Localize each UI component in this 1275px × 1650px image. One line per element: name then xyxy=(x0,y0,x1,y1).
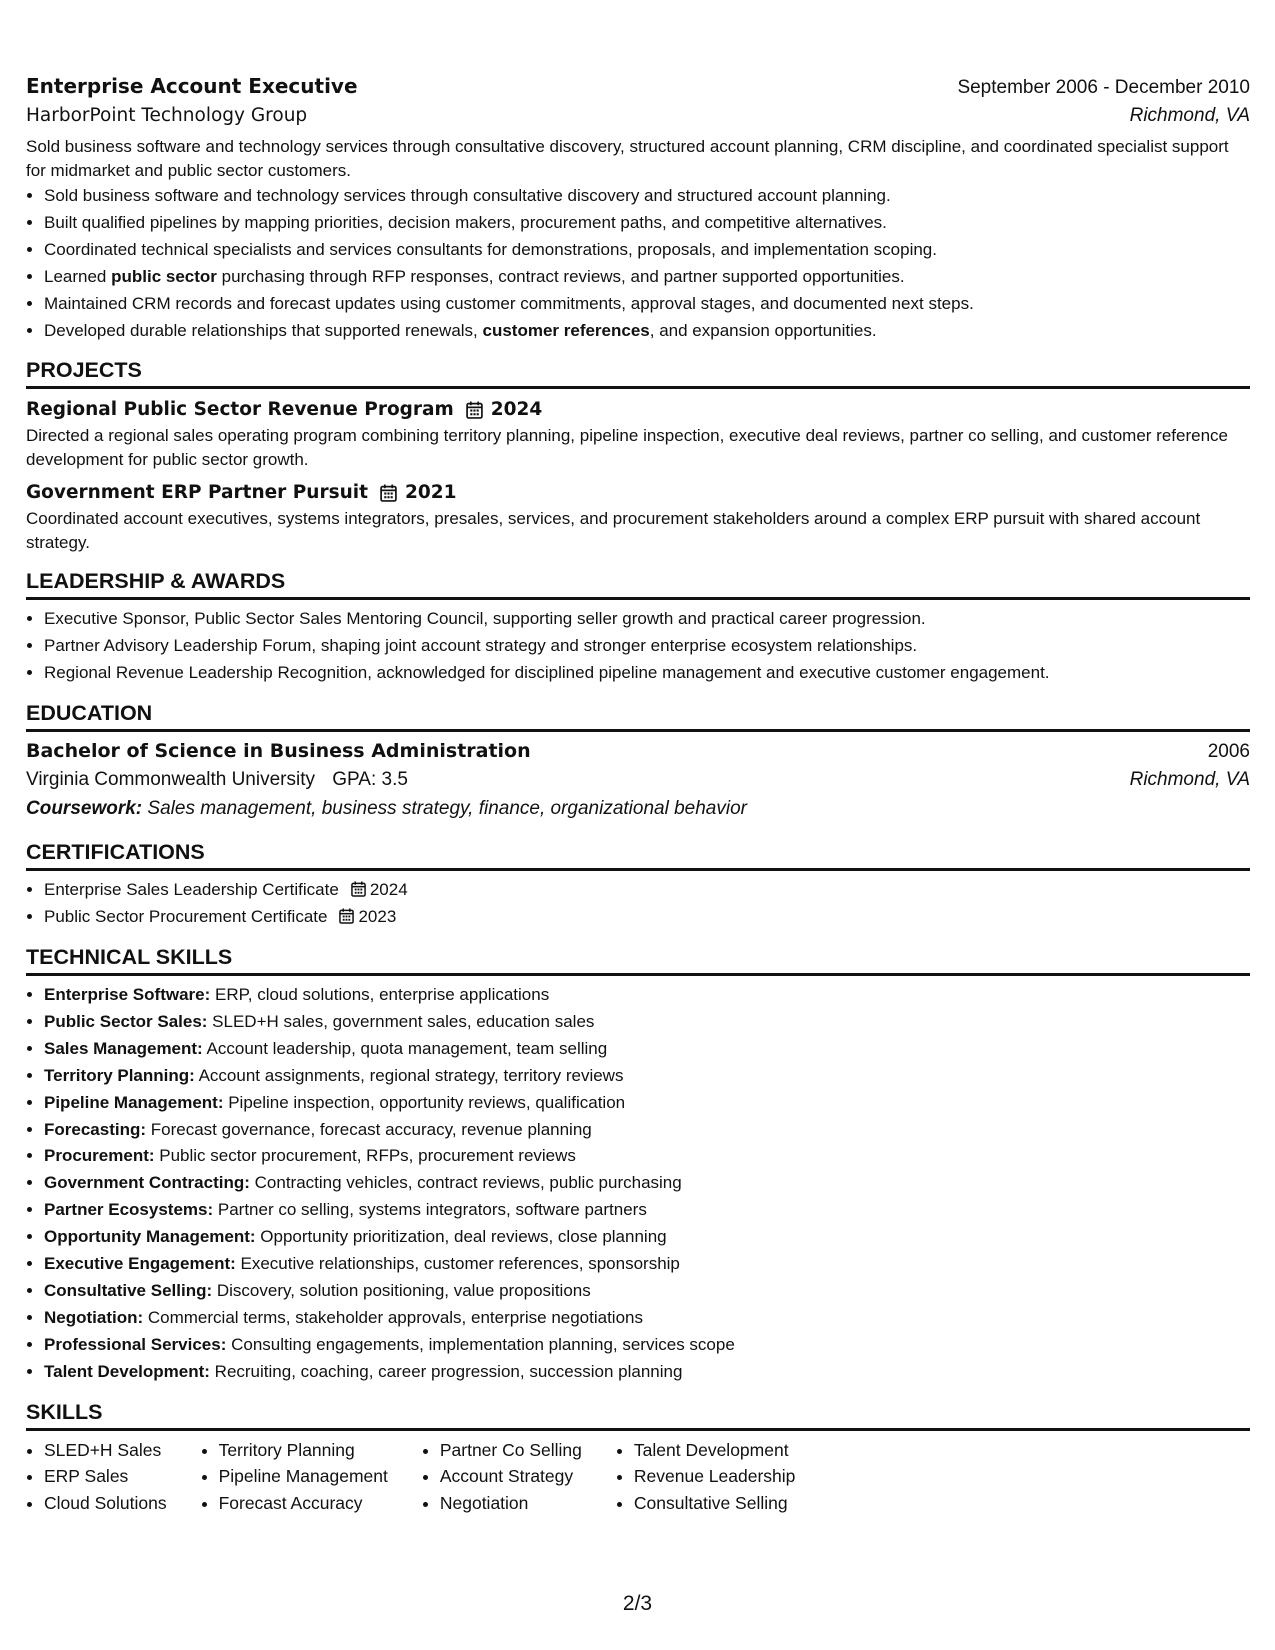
page-number: 2/3 xyxy=(622,1592,653,1615)
list-item: • Public Sector Sales: SLED+H sales, government sales, education sales xyxy=(44,1009,1250,1036)
coursework-label: Coursework: xyxy=(26,798,143,820)
list-item: • Sold business software and technology services through consultative discovery and structured account planning. xyxy=(44,183,1250,210)
project-title: Regional Public Sector Revenue Program xyxy=(26,399,454,421)
coursework xyxy=(26,798,1250,820)
graduation-year: 2006 xyxy=(1207,741,1250,763)
list-item xyxy=(44,877,1250,904)
list-item: • ERP Sales xyxy=(44,1463,167,1490)
experience-entry xyxy=(26,74,1250,344)
list-item: • Developed durable relationships that supported renewals, customer references, and expansion opportunities. xyxy=(44,318,1250,345)
list-item: • Coordinated technical specialists and services consultants for demonstrations, proposals, and implementation scoping. xyxy=(44,237,1250,264)
list-item: • Negotiation xyxy=(440,1490,582,1517)
list-item: • Pipeline Management: Pipeline inspection, opportunity reviews, qualification xyxy=(44,1090,1250,1117)
certifications-list xyxy=(26,877,1250,931)
section-heading-skills: SKILLS xyxy=(26,1400,1250,1431)
list-item: • Talent Development xyxy=(634,1437,796,1464)
project-year: 2024 xyxy=(490,399,543,421)
list-item: • Talent Development: Recruiting, coaching, career progression, succession planning xyxy=(44,1359,1250,1386)
project-entry xyxy=(26,482,1250,555)
project-description: Coordinated account executives, systems integrators, presales, services, and procurement stakeholders around a complex ERP pursuit with shared account strategy. xyxy=(26,509,1201,553)
leadership-list xyxy=(26,606,1250,687)
degree-title: Bachelor of Science in Business Administration xyxy=(26,740,531,763)
education-entry xyxy=(26,740,1250,820)
resume-page xyxy=(26,74,1250,1516)
company-name: HarborPoint Technology Group xyxy=(26,105,308,126)
coursework-text: Sales management, business strategy, finance, organizational behavior xyxy=(147,798,747,820)
list-item: • Executive Engagement: Executive relationships, customer references, sponsorship xyxy=(44,1251,1250,1278)
job-title: Enterprise Account Executive xyxy=(26,74,358,98)
list-item: • SLED+H Sales xyxy=(44,1437,167,1464)
list-item: • Enterprise Software: ERP, cloud solutions, enterprise applications xyxy=(44,982,1250,1009)
skills-column xyxy=(616,1437,796,1517)
list-item: • Partner Co Selling xyxy=(440,1437,582,1464)
calendar-icon xyxy=(466,401,483,419)
list-item: • Revenue Leadership xyxy=(634,1463,796,1490)
section-heading-projects: PROJECTS xyxy=(26,358,1250,389)
list-item: • Learned public sector purchasing through RFP responses, contract reviews, and partner supported opportunities. xyxy=(44,264,1250,291)
skills-column xyxy=(422,1437,582,1517)
section-heading-certifications: CERTIFICATIONS xyxy=(26,840,1250,871)
list-item: • Government Contracting: Contracting vehicles, contract reviews, public purchasing xyxy=(44,1170,1250,1197)
calendar-icon xyxy=(380,484,397,502)
job-dates: September 2006 - December 2010 xyxy=(957,77,1250,98)
list-item: • Maintained CRM records and forecast updates using customer commitments, approval stages, and documented next steps. xyxy=(44,291,1250,318)
gpa: GPA: 3.5 xyxy=(332,769,408,791)
list-item: • Account Strategy xyxy=(440,1463,582,1490)
list-item: • Forecasting: Forecast governance, forecast accuracy, revenue planning xyxy=(44,1117,1250,1144)
list-item xyxy=(44,904,1250,931)
project-description: Directed a regional sales operating program combining territory planning, pipeline inspection, executive deal reviews, partner co selling, and customer reference development for public sector growth. xyxy=(26,426,1228,470)
skills-column xyxy=(26,1437,167,1517)
list-item: • Sales Management: Account leadership, quota management, team selling xyxy=(44,1036,1250,1063)
list-item: • Partner Advisory Leadership Forum, shaping joint account strategy and stronger enterprise ecosystem relationships. xyxy=(44,633,1250,660)
section-heading-leadership: LEADERSHIP & AWARDS xyxy=(26,569,1250,600)
list-item: • Consultative Selling: Discovery, solution positioning, value propositions xyxy=(44,1278,1250,1305)
list-item: • Forecast Accuracy xyxy=(219,1490,388,1517)
project-title: Government ERP Partner Pursuit xyxy=(26,482,368,504)
job-summary: Sold business software and technology services through consultative discovery, structured account planning, CRM discipline, and coordinated specialist support for midmarket and public sector customers. xyxy=(26,137,1229,180)
school-name: Virginia Commonwealth University xyxy=(26,769,315,791)
certification-year: 2023 xyxy=(358,907,397,927)
list-item: • Procurement: Public sector procurement, RFPs, procurement reviews xyxy=(44,1143,1250,1170)
project-year: 2021 xyxy=(404,482,457,504)
job-location: Richmond, VA xyxy=(1129,105,1250,126)
job-bullets xyxy=(26,183,1250,344)
section-heading-education: EDUCATION xyxy=(26,701,1250,732)
list-item: • Opportunity Management: Opportunity prioritization, deal reviews, close planning xyxy=(44,1224,1250,1251)
skills-grid xyxy=(26,1437,1250,1517)
calendar-icon xyxy=(339,908,354,924)
project-entry xyxy=(26,399,1250,472)
list-item: • Partner Ecosystems: Partner co selling, systems integrators, software partners xyxy=(44,1197,1250,1224)
calendar-icon xyxy=(351,881,366,897)
certification-name: Enterprise Sales Leadership Certificate xyxy=(44,880,339,900)
list-item: • Negotiation: Commercial terms, stakeholder approvals, enterprise negotiations xyxy=(44,1305,1250,1332)
list-item: • Cloud Solutions xyxy=(44,1490,167,1517)
certification-year: 2024 xyxy=(369,880,408,900)
list-item: • Pipeline Management xyxy=(219,1463,388,1490)
list-item: • Consultative Selling xyxy=(634,1490,796,1517)
skills-column xyxy=(201,1437,388,1517)
list-item: • Professional Services: Consulting engagements, implementation planning, services scope xyxy=(44,1332,1250,1359)
school-location: Richmond, VA xyxy=(1129,769,1250,791)
list-item: • Built qualified pipelines by mapping priorities, decision makers, procurement paths, and competitive alternatives. xyxy=(44,210,1250,237)
list-item: • Executive Sponsor, Public Sector Sales Mentoring Council, supporting seller growth and practical career progression. xyxy=(44,606,1250,633)
list-item: • Territory Planning xyxy=(219,1437,388,1464)
list-item: • Territory Planning: Account assignments, regional strategy, territory reviews xyxy=(44,1063,1250,1090)
section-heading-technical-skills: TECHNICAL SKILLS xyxy=(26,945,1250,976)
certification-name: Public Sector Procurement Certificate xyxy=(44,907,328,927)
technical-skills-list xyxy=(26,982,1250,1386)
list-item: • Regional Revenue Leadership Recognition, acknowledged for disciplined pipeline management and executive customer engagement. xyxy=(44,660,1250,687)
